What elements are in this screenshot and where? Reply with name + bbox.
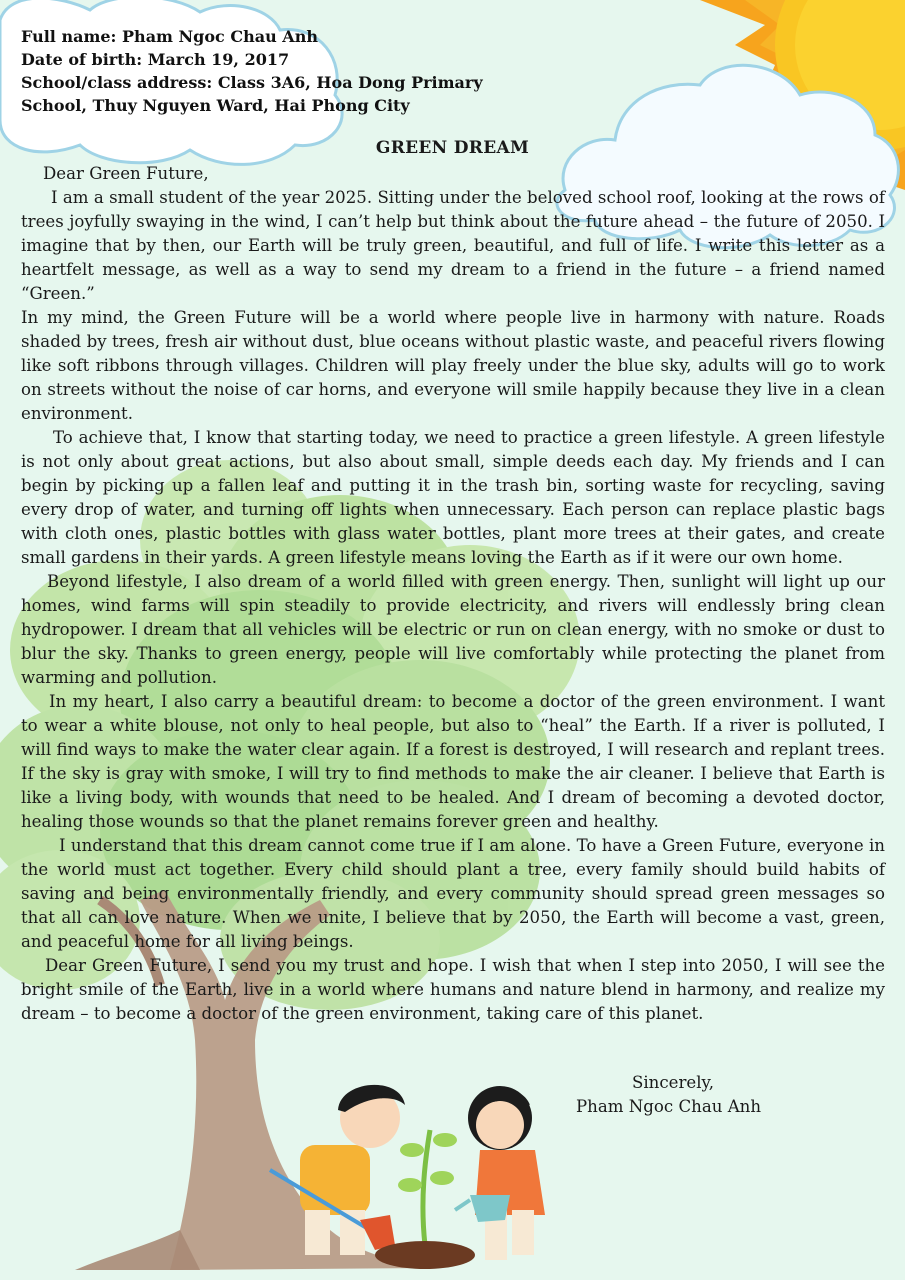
paragraph-4: Beyond lifestyle, I also dream of a world filled with green energy. Then, sunlight will light up our homes, wind farms will spin steadily to provide electricity, and rivers will endlessly bring clean hydropower. I dream that all vehicles will be electric or run on clean energy, with no smoke or dust to blur the sky. Thanks to green energy, people will live comfortably while protecting the planet from warming and pollution.	[21, 572, 885, 687]
letter-title: GREEN DREAM	[375, 138, 530, 158]
greeting: Dear Green Future,	[43, 164, 209, 183]
girl-figure	[455, 1086, 545, 1260]
paragraph-7: Dear Green Future, I send you my trust and hope. I wish that when I step into 2050, I will see the bright smile of the Earth, live in a world where humans and nature blend in harmony, and realize my dream – to become a doctor of the green environment, taking care of this planet.	[21, 956, 885, 1023]
signature: Pham Ngoc Chau Anh	[576, 1097, 762, 1116]
full-name: Full name: Pham Ngoc Chau Anh	[21, 27, 318, 46]
paragraph-5: In my heart, I also carry a beautiful dream: to become a doctor of the green environment. I want to wear a white blouse, not only to heal people, but also to “heal” the Earth. If a river is polluted, I will find ways to make the water clear again. If a forest is destroyed, I will research and replant trees. If the sky is gray with smoke, I will try to find methods to make the air cleaner. I believe that Earth is like a living body, with wounds that need to be healed. And I dream of becoming a devoted doctor, healing those wounds so that the planet remains forever green and healthy.	[21, 692, 885, 831]
paragraph-3: To achieve that, I know that starting today, we need to practice a green lifestyle. A green lifestyle is not only about great actions, but also about small, simple deeds each day. My friends and I can begin by picking up a fallen leaf and putting it in the trash bin, sorting waste for recycling, saving every drop of water, and turning off lights when unnecessary. Each person can replace plastic bags with cloth ones, plastic bottles with glass water bottles, plant more trees at their gates, and create small gardens in their yards. A green lifestyle means loving the Earth as if it were our own home.	[21, 428, 885, 567]
school-address-line1: School/class address: Class 3A6, Hoa Dong Primary	[21, 73, 483, 92]
sincerely: Sincerely,	[632, 1073, 714, 1092]
paragraph-1: I am a small student of the year 2025. Sitting under the beloved school roof, looking at the rows of trees joyfully swaying in the wind, I can’t help but think about the future ahead – the future of 2050. I imagine that by then, our Earth will be truly green, beautiful, and full of life. I write this letter as a heartfelt message, as well as a way to send my dream to a friend in the future – a friend named “Green.”	[21, 188, 885, 303]
school-address-line2: School, Thuy Nguyen Ward, Hai Phong City	[21, 96, 410, 115]
paragraph-2: In my mind, the Green Future will be a world where people live in harmony with nature. Roads shaded by trees, fresh air without dust, blue oceans without plastic waste, and peaceful rivers flowing like soft ribbons through villages. Children will play freely under the blue sky, adults will go to work on streets without the noise of car horns, and everyone will smile happily because they live in a clean environment.	[21, 308, 885, 423]
plant-icon	[375, 1130, 475, 1269]
date-of-birth: Date of birth: March 19, 2017	[21, 50, 290, 69]
letter-body	[21, 162, 885, 1026]
student-info	[21, 25, 541, 117]
paragraph-6: I understand that this dream cannot come true if I am alone. To have a Green Future, everyone in the world must act together. Every child should plant a tree, every family should build habits of saving and being environmentally friendly, and every community should spread green messages so that all can love nature. When we unite, I believe that by 2050, the Earth will become a vast, green, and peaceful home for all living beings.	[21, 836, 885, 951]
